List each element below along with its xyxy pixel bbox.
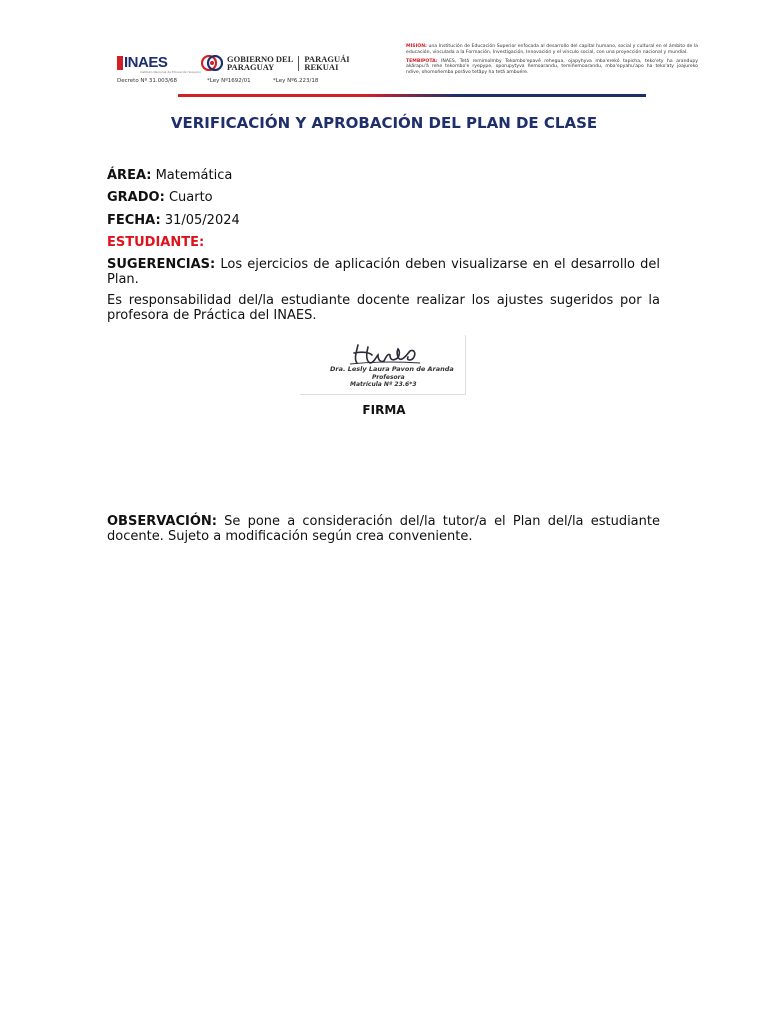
- inaes-logo-text: INAES: [124, 54, 168, 71]
- signature-name: Dra. Lesly Laura Pavon de Aranda: [330, 365, 454, 373]
- ley1-text: *Ley Nº1692/01: [207, 78, 251, 84]
- gobierno-line1: GOBIERNO DEL: [227, 54, 294, 64]
- grado-label: GRADO:: [107, 190, 165, 205]
- logo-divider: [298, 56, 299, 71]
- mision-text: una Institución de Educación Superior enfocada al desarrollo del capital humano, social y cultural en el ámbito de la educación, vinculada a la Formación, Investigación, Innovación y el vínculo social, con una proyección nacional y mundial.: [406, 44, 698, 55]
- mision-block: [406, 44, 698, 79]
- document-header: [110, 40, 700, 98]
- fecha-value: 31/05/2024: [164, 213, 240, 228]
- grado-field: [107, 190, 213, 205]
- fecha-label: FECHA:: [107, 213, 161, 228]
- observacion-paragraph: [107, 514, 660, 544]
- observacion-label: OBSERVACIÓN:: [107, 514, 217, 529]
- gobierno-text: [227, 55, 293, 71]
- area-field: [107, 168, 232, 183]
- rekuai-line1: PARAGUÁI: [304, 54, 350, 64]
- gobierno-logo: [201, 55, 350, 71]
- inaes-tagline: Instituto Nacional de Educación Superior: [140, 70, 202, 74]
- signature-matricula: Matrícula Nº 23.6*3: [350, 381, 417, 388]
- sugerencias-label: SUGERENCIAS:: [107, 257, 216, 272]
- page-title: VERIFICACIÓN Y APROBACIÓN DEL PLAN DE CLASE: [170, 114, 598, 132]
- area-label: ÁREA:: [107, 168, 152, 183]
- decreto-text: Decreto Nº 31.003/68: [117, 78, 177, 84]
- tembipota-label: TEMBIPOTA:: [406, 58, 438, 64]
- observacion-text: Se pone a consideración del/la tutor/a el Plan del/la estudiante docente. Sujeto a modificación según crea conveniente.: [107, 514, 660, 544]
- gobierno-emblem-icon: [201, 55, 223, 71]
- rekuai-line2: REKUAI: [304, 62, 339, 72]
- inaes-logo: [117, 54, 167, 71]
- estudiante-label: ESTUDIANTE:: [107, 235, 205, 250]
- responsabilidad-paragraph: Es responsabilidad del/la estudiante docente realizar los ajustes sugeridos por la profesora de Práctica del INAES.: [107, 293, 660, 323]
- signature-role: Profesora: [372, 374, 405, 381]
- fecha-field: [107, 213, 240, 228]
- inaes-logo-mark: [117, 56, 123, 70]
- ley2-text: *Ley Nº6.223/18: [273, 78, 319, 84]
- mision-label: MISIÓN:: [406, 44, 427, 49]
- header-divider-line: [178, 94, 646, 97]
- signature-stamp: [300, 335, 466, 395]
- rekuai-text: [304, 55, 349, 71]
- sugerencias-paragraph: [107, 257, 660, 287]
- gobierno-line2: PARAGUAY: [227, 62, 275, 72]
- tembipota-text: INAES, Tetã remimoĩmby Tekombo'epavê rehegua, ojapyhyva mba'erekó tapicha, teko'ety ha arandupy akãrapu'ã rehe tekombo'e ryepype, oporupytyva ñemoarandu, temiñemoarandu, mba'epyahu'apo ha teko'aty joajureko ndive, ohomoñemba porãvo tetãpy ha tetã ambuére.: [406, 58, 698, 76]
- firma-label: FIRMA: [362, 403, 406, 417]
- area-value: Matemática: [155, 168, 233, 183]
- sugerencias-text: Los ejercicios de aplicación deben visualizarse en el desarrollo del Plan.: [107, 257, 660, 287]
- grado-value: Cuarto: [168, 190, 213, 205]
